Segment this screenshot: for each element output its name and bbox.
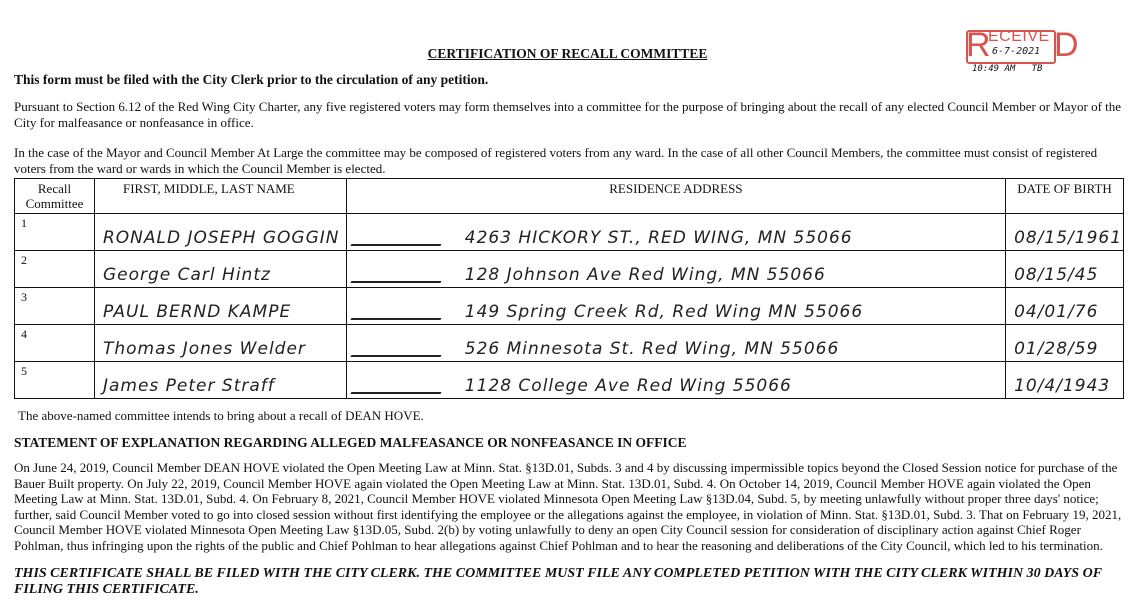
composition-paragraph: In the case of the Mayor and Council Member At Large the committee may be composed of registered voters from any ward. In the case of all other Council Members, the committee must consist of registered voters from the ward or wards in which the Council Member is elected.: [14, 145, 1098, 176]
table-row: [15, 251, 1124, 288]
address-cell: [346, 214, 1005, 251]
signature-mark: [350, 341, 449, 357]
signature-mark: [350, 230, 449, 246]
row-number: 1: [21, 216, 27, 230]
stamp-first-letter: R: [966, 26, 991, 64]
member-name: George Carl Hintz: [102, 265, 271, 285]
stamp-time: [972, 64, 1042, 74]
header-address: RESIDENCE ADDRESS: [346, 179, 1005, 214]
table-row: [15, 214, 1124, 251]
row-number-cell: [15, 251, 95, 288]
charter-paragraph: Pursuant to Section 6.12 of the Red Wing City Charter, any five registered voters may form themselves into a committee for the purpose of bringing about the recall of any elected Council Member or Mayor of the City for malfeasance or nonfeasance in office.: [14, 99, 1122, 130]
table-row: [15, 325, 1124, 362]
member-address: [355, 339, 840, 359]
address-cell: [346, 362, 1005, 399]
member-dob: 08/15/45: [1014, 265, 1099, 285]
row-number: 2: [21, 253, 27, 267]
row-number-cell: [15, 214, 95, 251]
member-address: [355, 302, 863, 322]
filing-footer: THIS CERTIFICATE SHALL BE FILED WITH THE CITY CLERK. THE COMMITTEE MUST FILE ANY COMPLETED PETITION WITH THE CITY CLERK WITHIN 30 DAYS OF FILING THIS CERTIFICATE.: [14, 566, 1102, 597]
signature-mark: [350, 304, 449, 320]
address-cell: [346, 325, 1005, 362]
signature-mark: [350, 378, 449, 394]
address-cell: [346, 288, 1005, 325]
member-dob: 08/15/1961: [1014, 228, 1123, 248]
member-address-text: 149 Spring Creek Rd, Red Wing MN 55066: [464, 302, 864, 322]
row-number-cell: [15, 362, 95, 399]
member-address-text: 526 Minnesota St. Red Wing, MN 55066: [464, 339, 840, 359]
name-cell: [94, 362, 346, 399]
filing-note: This form must be filed with the City Clerk prior to the circulation of any petition.: [14, 72, 489, 87]
statement-text: On June 24, 2019, Council Member DEAN HOVE violated the Open Meeting Law at Minn. Stat. §13D.01, Subds. 3 and 4 by discussing impermissible topics beyond the Closed Session notice for purchase of the Bauer Built property. On July 22, 2019, Council Member HOVE again violated the Open Meeting Law at Minn. Stat. 13D.01, Subd. 4. On October 14, 2019, Council Member HOVE again violated the Open Meeting Law at Minn. Stat. 13D.01, Subd. 4. On February 8, 2021, Council Member HOVE violated Minnesota Open Meeting Law §13D.04, Subd. 5, by meeting unlawfully without proper three days' notice; further, said Council Member voted to go into closed session without first identifying the employee or the allegations against the employee, in violation of Minn. Stat. §13D.01, Subd. 3. That on February 19, 2021, Council Member HOVE violated Minnesota Open Meeting Law §13D.05, Subd. 2(b) by voting unlawfully to deny an open City Council session for consideration of disciplinary action against Chief Roger Pohlman, thus infringing upon the rights of the public and Chief Pohlman to hear allegations against Chief Pohlman and to hear the reasoning and deliberations of the City Council, which led to his termination.: [14, 460, 1122, 553]
member-address: [355, 376, 792, 396]
member-name: Thomas Jones Welder: [102, 339, 306, 359]
member-name: PAUL BERND KAMPE: [102, 302, 292, 322]
member-address-text: 128 Johnson Ave Red Wing, MN 55066: [464, 265, 826, 285]
table-header-row: [15, 179, 1124, 214]
dob-cell: [1006, 362, 1124, 399]
member-name: James Peter Straff: [102, 376, 275, 396]
row-number: 3: [21, 290, 27, 304]
row-number: 4: [21, 327, 27, 341]
document-title: CERTIFICATION OF RECALL COMMITTEE: [427, 46, 708, 61]
row-number-cell: [15, 325, 95, 362]
stamp-date: 6-7-2021: [992, 46, 1041, 57]
statement-heading: STATEMENT OF EXPLANATION REGARDING ALLEGED MALFEASANCE OR NONFEASANCE IN OFFICE: [14, 435, 687, 450]
signature-mark: [350, 267, 449, 283]
dob-cell: [1006, 251, 1124, 288]
member-dob: 04/01/76: [1014, 302, 1099, 322]
stamp-time-value: 10:49 AM: [972, 64, 1016, 74]
name-cell: [94, 214, 346, 251]
dob-cell: [1006, 325, 1124, 362]
dob-cell: [1006, 288, 1124, 325]
member-address-text: 4263 HICKORY ST., RED WING, MN 55066: [464, 228, 853, 248]
header-name: FIRST, MIDDLE, LAST NAME: [94, 179, 346, 214]
recall-target-name: DEAN HOVE.: [345, 408, 424, 423]
dob-cell: [1006, 214, 1124, 251]
address-cell: [346, 251, 1005, 288]
member-address: [355, 265, 826, 285]
table-row: [15, 362, 1124, 399]
member-address: [355, 228, 853, 248]
member-name: RONALD JOSEPH GOGGIN: [102, 228, 340, 248]
recall-intent: [18, 408, 424, 424]
member-dob: 10/4/1943: [1014, 376, 1111, 396]
received-stamp: [966, 4, 1084, 74]
table-row: [15, 288, 1124, 325]
member-dob: 01/28/59: [1014, 339, 1099, 359]
name-cell: [94, 288, 346, 325]
recall-intent-text: The above-named committee intends to bring about a recall of: [18, 408, 342, 423]
member-address-text: 1128 College Ave Red Wing 55066: [464, 376, 792, 396]
stamp-word: ECEIVE: [988, 28, 1050, 45]
committee-table: [14, 178, 1124, 399]
stamp-initials: TB: [1031, 64, 1043, 74]
header-recall-committee: Recall Committee: [15, 179, 95, 214]
stamp-last-letter: D: [1054, 26, 1079, 64]
row-number-cell: [15, 288, 95, 325]
name-cell: [94, 251, 346, 288]
name-cell: [94, 325, 346, 362]
header-dob: DATE OF BIRTH: [1006, 179, 1124, 214]
row-number: 5: [21, 364, 27, 378]
